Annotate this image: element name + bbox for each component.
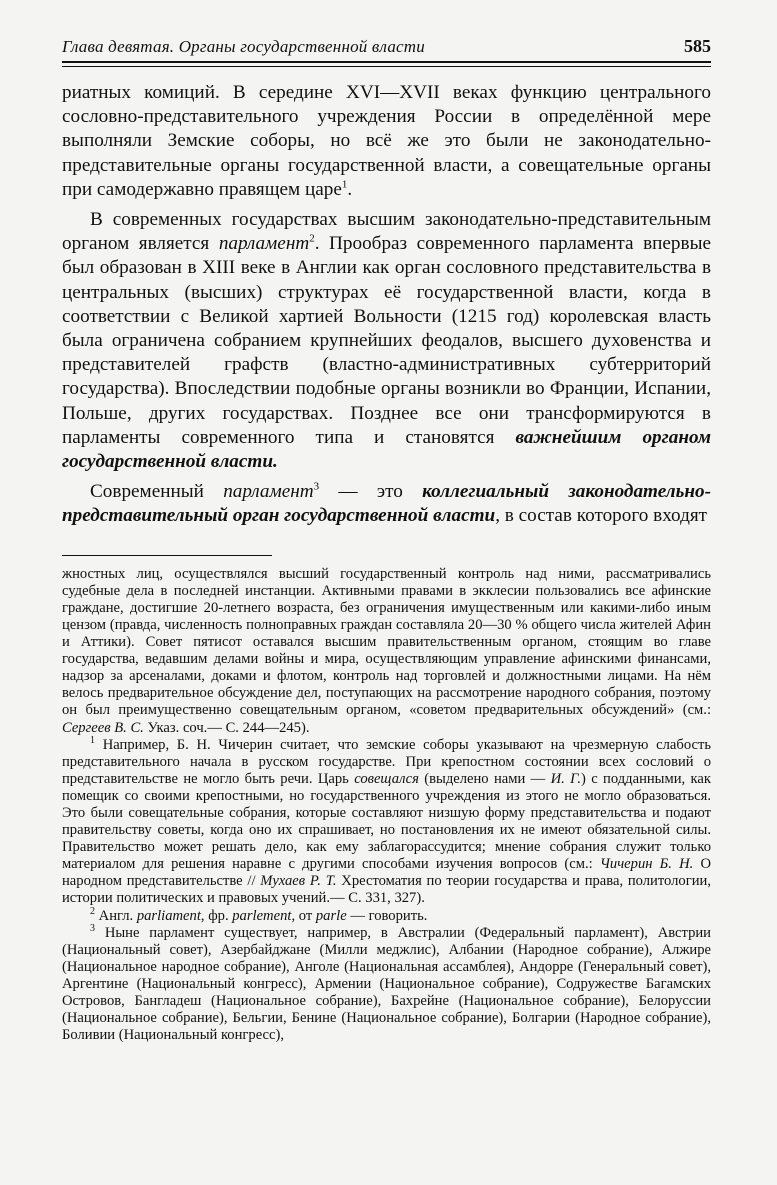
footnote-1-italic-4: Мухаев Р. Т. [260, 873, 337, 890]
footnote-1-number: 1 [90, 734, 95, 746]
cited-author-sergeev: Сергеев В. С. [62, 719, 144, 736]
paragraph-3 [62, 480, 711, 528]
footnote-1-italic-2: И. Г. [550, 770, 581, 787]
page-number: 585 [684, 36, 711, 56]
paragraph-1-text: риатных комиций. В середине XVI—XVII веках функцию центрального сословно-представительного учреждения России в определённой мере выполняли Земские соборы, но всё же это были не законодательно-представительные органы государственной власти, а совещательные органы при самодержавно правящем царе [62, 82, 711, 200]
footnote-continuation-text: жностных лиц, осуществлялся высший государственный контроль над ними, рассматривались судебные дела в последней инстанции. Активными правами в экклесии пользовались все афинские граждане, достигшие 20-летнего возраста, без ограничения имущественным или какими-либо иным цензом (правда, численность полноправных граждан составляла 20—30 % общего числа жителей Афин и Аттики). Совет пятисот оставался высшим правительственным органом, стоящим во главе государства, ведавшим делами войны и мира, осуществляющим управление афинскими финансами, надзор за арсеналами, доками и флотом, контроль над торговлей и должностными лицами. На нём велось предварительное обсуждение дел, поступающих на рассмотрение народного собрания, поэтому он был преимущественно совещательным органом, «советом предварительных обсуждений» (см.: [62, 565, 711, 719]
footnote-1-text-d: О народном представительстве // [62, 856, 711, 890]
footnote-separator [62, 555, 272, 556]
footnote-3 [62, 922, 711, 1045]
footnote-1 [62, 734, 711, 908]
paragraph-2-text-b: . Прообраз современного парламента впервые был образован в XIII веке в Англии как орган сословного представительства в центральных (высших) структурах её государственной власти, когда в соответствии с Великой хартией Вольности (1215 год) королевская власть была ограничена собранием крупнейших феодалов, высшего духовенства и представителей графств (властно-административных субтерриторий государства). Впоследствии подобные органы возникли во Франции, Испании, Польше, других государствах. Позднее все они трансформируются в парламенты современного типа и становятся [62, 233, 711, 448]
footnote-2-text-a: Англ. [95, 907, 137, 924]
paragraph-3-emphasis: коллегиальный законодательно-представительный орган государственной власти [62, 481, 712, 527]
running-head [62, 36, 711, 61]
main-text [62, 81, 711, 529]
footnote-1-italic-1: совещался [354, 770, 419, 787]
footnote-1-text-e: Хрестоматия по теории государства и права, политологии, истории политических и правовых учений.— С. 331, 327). [62, 873, 711, 907]
footnote-2 [62, 905, 711, 925]
footnote-1-text-a: Например, Б. Н. Чичерин считает, что земские соборы указывают на чрезмерную слабость представительного начала в русском государстве. При крепостном состоянии всех сословий о представительстве не могло быть речи. Царь [62, 736, 711, 787]
footnote-3-number: 3 [90, 922, 95, 934]
footnote-2-text-c: , от [291, 907, 316, 924]
footnote-3-text: Ныне парламент существует, например, в Австралии (Федеральный парламент), Австрии (Национальный совет), Азербайджане (Милли меджлис), Албании (Народное собрание), Алжире (Национальное народное собрание), Анголе (Национальная ассамблея), Андорре (Генеральный совет), Аргентине (Национальный конгресс), Армении (Национальное собрание), Содружестве Багамских Островов, Бангладеш (Национальное собрание), Бахрейне (Национальное собрание), Белоруссии (Национальное собрание), Бельгии, Бенине (Национальное собрание), Болгарии (Народное собрание), Боливии (Национальный конгресс), [62, 924, 711, 1044]
footnote-2-text-b: , фр. [200, 907, 233, 924]
term-parliament: парламент [218, 233, 310, 255]
term-parliament-2: парламент [223, 481, 314, 503]
paragraph-3-text-c: , в состав которого входят [495, 505, 708, 527]
footnote-2-italic-1: parliament [136, 907, 201, 924]
footnote-continuation [62, 566, 711, 737]
paragraph-3-text-a: Современный [90, 481, 224, 503]
footnote-1-text-b: (выделено нами — [418, 770, 551, 787]
paragraph-2 [62, 208, 711, 474]
footnote-1-italic-3: Чичерин Б. Н. [599, 856, 694, 873]
footnote-1-text-c: ) с подданными, как помещик со своими крепостными, но государственного учреждения из этого не могло образоваться. Это были совещательные собрания, которые составляют низшую форму представительства и подают правительству советы, когда оно их спрашивает, но постановления их не имеют обязательной силы. Правительство может решать дело, как ему заблагорассудится; мнение собрания служит только материалом для решения наравне с другими способами изучения вопросов (см.: [62, 770, 711, 873]
footnote-2-italic-3: parle [315, 907, 347, 924]
footnote-ref-1: 1 [341, 178, 348, 191]
footnote-2-text-d: — говорить. [346, 907, 428, 924]
footnote-continuation-text-b: Указ. соч.— С. 244—245). [143, 719, 310, 736]
footnotes [62, 566, 711, 1045]
paragraph-1: риатных комиций. В середине XVI—XVII веках функцию центрального сословно-представительного учреждения России в определённой мере выполняли Земские соборы, но всё же это были не законодательно-представительные органы государственной власти, а совещательные органы при самодержавно правящем царе$^1$. [62, 82, 711, 200]
header-rule [62, 61, 711, 67]
footnote-ref-3: 3 [313, 480, 320, 493]
footnote-2-number: 2 [90, 905, 95, 917]
footnote-2-italic-2: parlement [232, 907, 292, 924]
paragraph-2-text-a: В современных государствах высшим законодательно-представительным органом является [62, 209, 711, 255]
footnote-ref-2: 2 [309, 232, 315, 245]
chapter-title: Глава девятая. Органы государственной власти [62, 37, 425, 56]
paragraph-3-text-b: — это [319, 481, 423, 503]
paragraph-2-emphasis: важнейшим органом государственной власти. [62, 426, 711, 473]
